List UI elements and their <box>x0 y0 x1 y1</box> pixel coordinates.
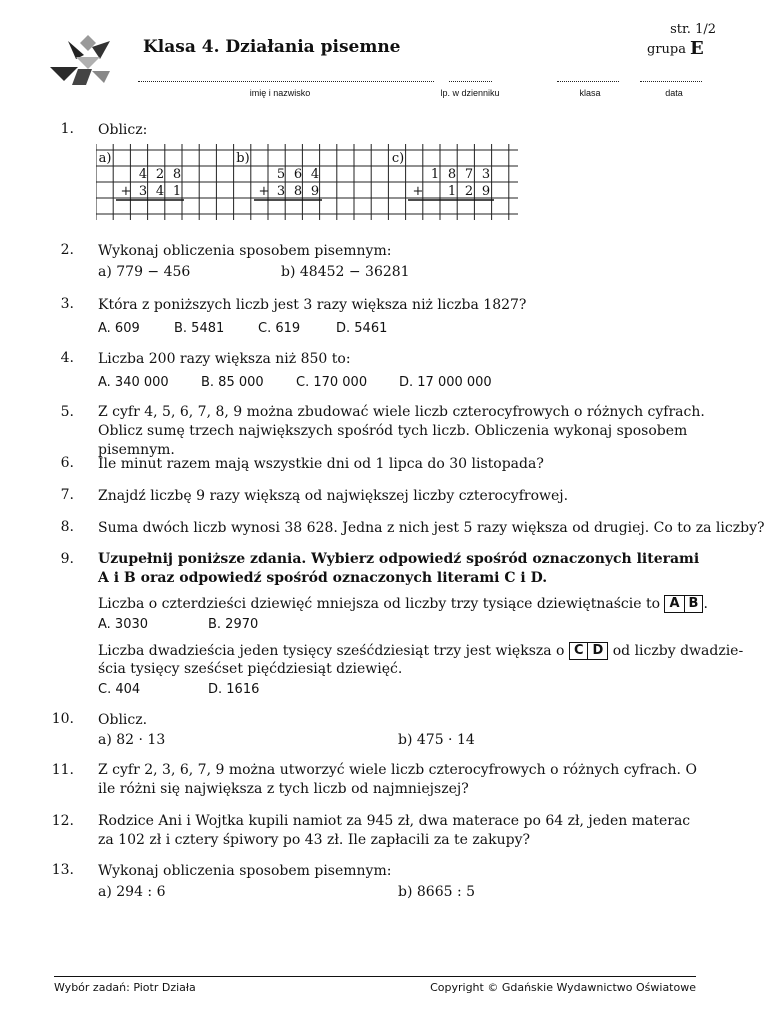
task-6-number: 6. <box>60 455 74 471</box>
task-9-sentence-1-end: . <box>703 596 708 612</box>
task-4-number: 4. <box>60 350 74 366</box>
task-7-text: Znajdź liczbę 9 razy większą od największej liczby czterocyfrowej. <box>98 488 569 504</box>
answer-box-d[interactable]: D <box>588 642 608 660</box>
task-1c-top-digit: 7 <box>464 167 474 182</box>
task-1a-bottom-digit: 3 <box>138 184 148 199</box>
task-1c-bottom-digit: 9 <box>481 184 491 199</box>
task-6-text: Ile minut razem mają wszystkie dni od 1 lipca do 30 listopada? <box>98 456 544 472</box>
task-3-option: C. 619 <box>258 321 301 336</box>
task-1c-bottom-digit: 2 <box>464 184 474 199</box>
task-11-number: 11. <box>51 762 74 778</box>
task-4-option: B. 85 000 <box>201 375 264 390</box>
task-9-sentence-1-text: Liczba o czterdzieści dziewięć mniejsza od liczby trzy tysiące dziewiętnaście to <box>98 596 661 612</box>
task-9-number: 9. <box>60 551 74 567</box>
task-9-sentence-2-start: Liczba dwadzieścia jeden tysięcy sześćdziesiąt trzy jest większa o <box>98 643 565 659</box>
task-2-text: Wykonaj obliczenia sposobem pisemnym: <box>98 243 392 259</box>
group-value: E <box>690 38 704 59</box>
task-1a-top-digit: 8 <box>172 167 182 182</box>
task-8-number: 8. <box>60 519 74 535</box>
task-3-option: A. 609 <box>98 321 140 336</box>
task-1b-bottom-digit: 9 <box>310 184 320 199</box>
class-caption: klasa <box>579 88 601 98</box>
task-1a-top-digit: 2 <box>155 167 165 182</box>
task-1-grid <box>96 144 518 220</box>
task-1-text: Oblicz: <box>98 122 148 138</box>
date-field[interactable] <box>640 72 702 82</box>
task-3-option: D. 5461 <box>336 321 388 336</box>
task-3-text: Która z poniższych liczb jest 3 razy większa niż liczba 1827? <box>98 297 527 313</box>
task-13-subtask-a: a) 294 : 6 <box>98 884 166 900</box>
page-number: str. 1/2 <box>670 22 716 37</box>
task-1b-top-digit: 4 <box>310 167 320 182</box>
task-1b-bottom-digit: 8 <box>293 184 303 199</box>
task-1b-bottom-digit: 3 <box>276 184 286 199</box>
task-4-option: A. 340 000 <box>98 375 169 390</box>
task-13-text: Wykonaj obliczenia sposobem pisemnym: <box>98 863 392 879</box>
answer-box-c[interactable]: C <box>569 642 589 660</box>
group-label: grupa <box>647 42 686 57</box>
task-9-option-b: B. 2970 <box>208 617 259 632</box>
task-1b-top-digit: 5 <box>276 167 286 182</box>
task-4-option: D. 17 000 000 <box>399 375 492 390</box>
task-9-sentence-1 <box>98 594 708 614</box>
date-caption: data <box>665 88 683 98</box>
task-12-number: 12. <box>51 813 74 829</box>
task-1a-top-digit: 4 <box>138 167 148 182</box>
task-9-sentence-2-line2: ścia tysięcy sześćset pięćdziesiąt dziewięć. <box>98 661 403 677</box>
footer-copyright: Copyright © Gdańskie Wydawnictwo Oświatowe <box>430 981 696 994</box>
task-3-option: B. 5481 <box>174 321 225 336</box>
task-1a-bottom-digit: 1 <box>172 184 182 199</box>
task-8-text: Suma dwóch liczb wynosi 38 628. Jedna z nich jest 5 razy większa od drugiej. Co to za liczby? <box>98 520 765 536</box>
task-9-option-c: C. 404 <box>98 682 141 697</box>
task-1b-label: b) <box>236 151 250 166</box>
publisher-logo <box>48 33 114 87</box>
task-1c-bottom-digit: 1 <box>447 184 457 199</box>
task-9-answer-box-cd[interactable] <box>569 642 608 660</box>
task-10-number: 10. <box>51 711 74 727</box>
task-11-text: Z cyfr 2, 3, 6, 7, 9 można utworzyć wiele liczb czterocyfrowych o różnych cyfrach. O ile różni się największa z tych liczb od najmniejszej? <box>98 762 697 797</box>
task-9-sentence-2 <box>98 641 743 661</box>
answer-box-a[interactable]: A <box>664 595 684 613</box>
task-1c-bottom-digit: + <box>412 184 424 199</box>
register-caption: lp. w dzienniku <box>440 88 500 98</box>
class-field[interactable] <box>557 72 619 82</box>
task-9-option-a: A. 3030 <box>98 617 149 632</box>
task-1-number: 1. <box>60 121 74 137</box>
task-9-sentence-2-mid: od liczby dwadzie- <box>612 643 744 659</box>
register-number-field[interactable] <box>449 72 492 82</box>
task-1b-top-digit: 6 <box>293 167 303 182</box>
task-1a-label: a) <box>98 151 112 166</box>
task-2-subtask-a: a) 779 − 456 <box>98 264 191 280</box>
task-10-text: Oblicz. <box>98 712 148 728</box>
task-1c-top-digit: 3 <box>481 167 491 182</box>
name-field[interactable] <box>138 72 434 82</box>
task-9-instruction: Uzupełnij poniższe zdania. Wybierz odpowiedź spośród oznaczonych literami A i B oraz odpowiedź spośród oznaczonych literami C i D. <box>98 551 700 586</box>
task-4-text: Liczba 200 razy większa niż 850 to: <box>98 351 351 367</box>
task-10-subtask-b: b) 475 · 14 <box>398 732 475 748</box>
footer-divider <box>54 976 696 977</box>
task-3-number: 3. <box>60 296 74 312</box>
name-caption: imię i nazwisko <box>249 88 311 98</box>
task-1c-label: c) <box>391 151 405 166</box>
task-1c-top-digit: 8 <box>447 167 457 182</box>
task-12-text: Rodzice Ani i Wojtka kupili namiot za 945 zł, dwa materace po 64 zł, jeden materac za 102 zł i cztery śpiwory po 43 zł. Ile zapłacili za te zakupy? <box>98 813 691 848</box>
footer-author: Wybór zadań: Piotr Działa <box>54 981 196 994</box>
page-title: Klasa 4. Działania pisemne <box>143 37 401 57</box>
task-1a-bottom-digit: + <box>120 184 132 199</box>
task-5-number: 5. <box>60 404 74 420</box>
task-1a-bottom-digit: 4 <box>155 184 165 199</box>
task-1c-top-digit: 1 <box>430 167 440 182</box>
task-13-number: 13. <box>51 862 74 878</box>
task-1b-bottom-digit: + <box>258 184 270 199</box>
task-2-subtask-b: b) 48452 − 36281 <box>281 264 410 280</box>
task-4-option: C. 170 000 <box>296 375 368 390</box>
task-9-option-d: D. 1616 <box>208 682 260 697</box>
task-9-answer-box-ab[interactable] <box>664 595 703 613</box>
task-13-subtask-b: b) 8665 : 5 <box>398 884 476 900</box>
task-5-text: Z cyfr 4, 5, 6, 7, 8, 9 można zbudować wiele liczb czterocyfrowych o różnych cyfrach. Oblicz sumę trzech największych spośród tych liczb. Obliczenia wykonaj sposobem pisemnym. <box>98 404 705 458</box>
task-2-number: 2. <box>60 242 74 258</box>
task-7-number: 7. <box>60 487 74 503</box>
task-10-subtask-a: a) 82 · 13 <box>98 732 166 748</box>
answer-box-b[interactable]: B <box>685 595 704 613</box>
